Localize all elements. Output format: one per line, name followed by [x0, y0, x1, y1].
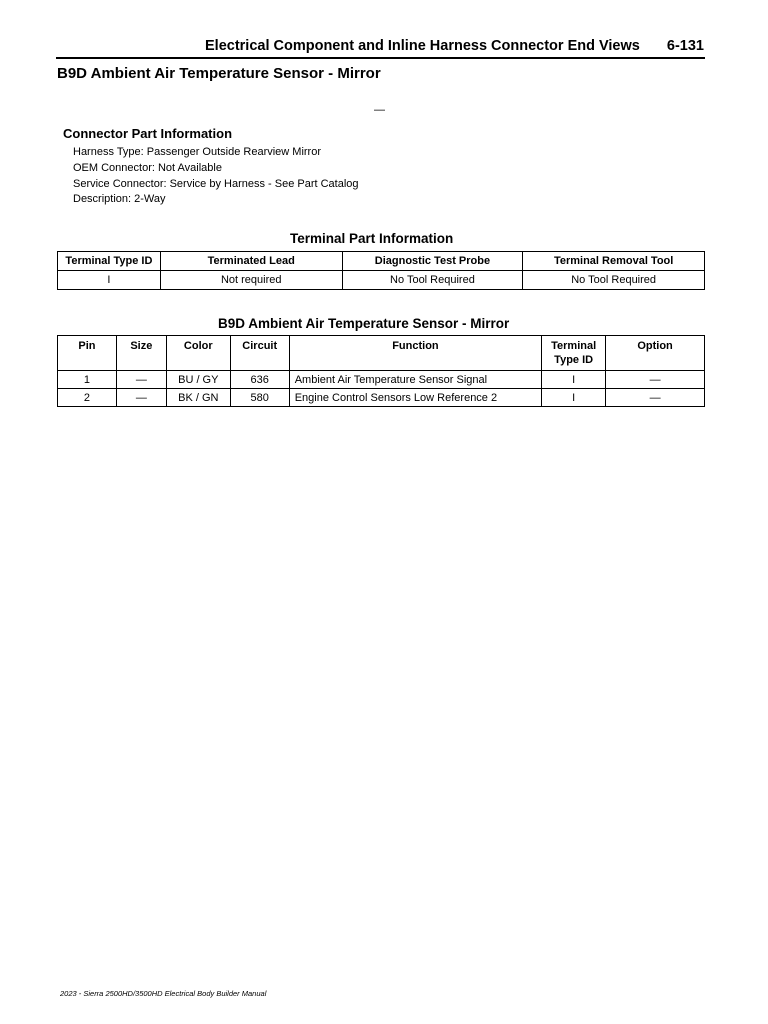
table-row: [58, 389, 705, 407]
running-header-title: Electrical Component and Inline Harness Connector End Views: [205, 38, 640, 54]
service-connector-line: Service Connector: Service by Harness - See Part Catalog: [73, 177, 359, 190]
table-cell: BK / GN: [166, 389, 230, 407]
table-cell: No Tool Required: [523, 271, 705, 290]
table-cell: —: [116, 371, 166, 389]
column-header: Terminated Lead: [160, 252, 342, 271]
page-number: 6-131: [666, 38, 704, 54]
table-cell: BU / GY: [166, 371, 230, 389]
column-header: Circuit: [230, 336, 289, 371]
table-row: [58, 271, 705, 290]
column-header: Terminal Removal Tool: [523, 252, 705, 271]
description-line: Description: 2-Way: [73, 193, 166, 206]
table-cell: I: [542, 371, 606, 389]
table-cell: 580: [230, 389, 289, 407]
table-cell: Ambient Air Temperature Sensor Signal: [289, 371, 541, 389]
column-header: Function: [289, 336, 541, 371]
page-title: B9D Ambient Air Temperature Sensor - Mirror: [57, 65, 381, 82]
column-header: Option: [606, 336, 705, 371]
table-row: [58, 371, 705, 389]
table-cell: 1: [58, 371, 117, 389]
header-divider: [56, 57, 705, 59]
pin-table-title: B9D Ambient Air Temperature Sensor - Mirror: [218, 316, 510, 331]
pin-assignment-table: [57, 335, 705, 407]
oem-connector-line: OEM Connector: Not Available: [73, 161, 222, 174]
table-cell: 2: [58, 389, 117, 407]
dash-mark: —: [374, 104, 385, 116]
connector-info-heading: Connector Part Information: [63, 126, 233, 141]
table-cell: —: [116, 389, 166, 407]
table-cell: 636: [230, 371, 289, 389]
terminal-part-table: [57, 251, 705, 290]
column-header: Color: [166, 336, 230, 371]
table-cell: Engine Control Sensors Low Reference 2: [289, 389, 541, 407]
column-header: Terminal Type ID: [58, 252, 161, 271]
table-cell: No Tool Required: [342, 271, 523, 290]
table-header-row: [58, 336, 705, 371]
table-cell: —: [606, 371, 705, 389]
terminal-table-title: Terminal Part Information: [290, 231, 454, 246]
page-footer: 2023 - Sierra 2500HD/3500HD Electrical Body Builder Manual: [60, 989, 267, 998]
connector-info-list: [73, 145, 359, 208]
table-header-row: [58, 252, 705, 271]
column-header: Pin: [58, 336, 117, 371]
harness-type-line: Harness Type: Passenger Outside Rearview Mirror: [73, 146, 322, 158]
table-cell: I: [58, 271, 161, 290]
table-cell: —: [606, 389, 705, 407]
column-header: Size: [116, 336, 166, 371]
table-cell: I: [542, 389, 606, 407]
column-header: Diagnostic Test Probe: [342, 252, 523, 271]
table-cell: Not required: [160, 271, 342, 290]
column-header: Terminal Type ID: [542, 336, 606, 371]
